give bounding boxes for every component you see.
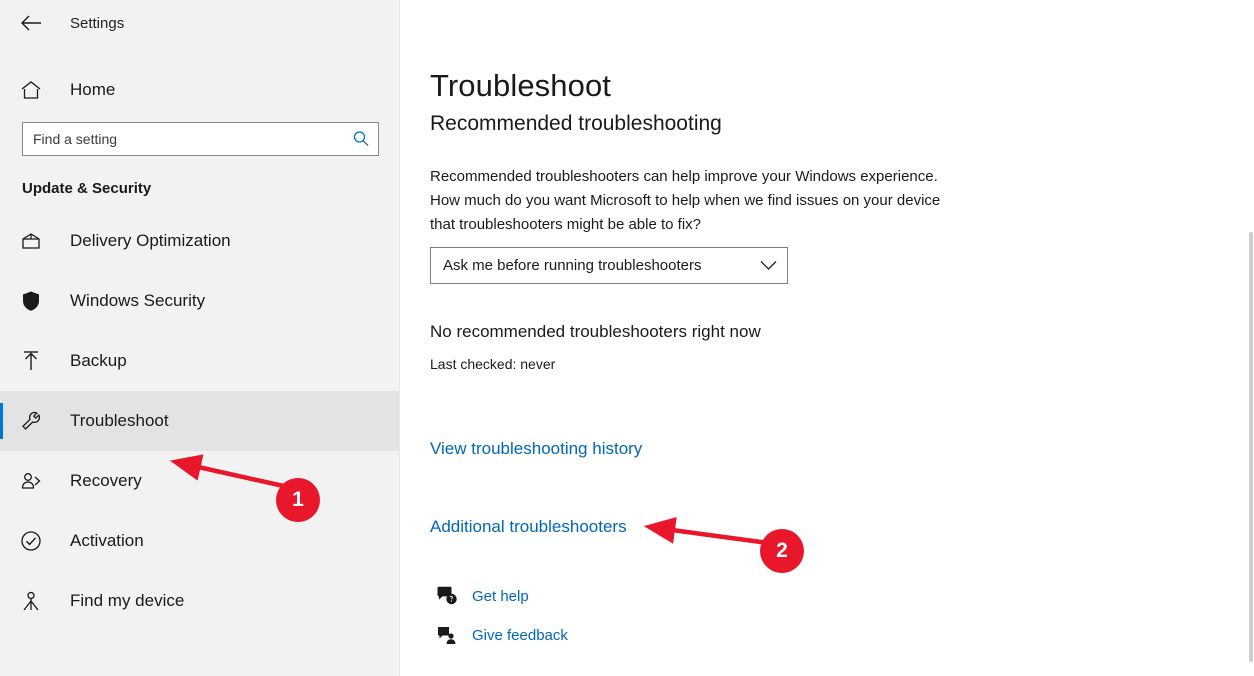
back-arrow-icon[interactable] [14,8,48,38]
content-scrollbar[interactable] [1248,40,1254,676]
sidebar-item-find-my-device[interactable] [0,571,399,631]
annotation-badge-1: 1 [276,478,320,522]
section-description: Recommended troubleshooters can help improve your Windows experience. How much do you want Microsoft to help when we find issues on your device that troubleshooters might be able to fix? [430,168,941,233]
sidebar [0,0,400,676]
additional-troubleshooters-link[interactable]: Additional troubleshooters [430,517,627,536]
main-content [400,0,1254,676]
dropdown-value: Ask me before running troubleshooters [443,257,702,274]
shield-icon [14,286,48,316]
sidebar-nav-list [0,211,399,631]
page-title: Troubleshoot [430,68,611,103]
sidebar-item-label: Recovery [70,471,142,490]
sidebar-item-windows-security[interactable] [0,271,399,331]
sidebar-item-home[interactable] [0,68,399,112]
backup-upload-icon [14,346,48,376]
scrollbar-thumb[interactable] [1249,232,1253,662]
section-title: Recommended troubleshooting [430,112,722,135]
sidebar-item-label: Find my device [70,591,185,610]
recovery-icon [14,466,48,496]
get-help-label: Get help [472,587,529,605]
give-feedback-row[interactable] [430,622,568,648]
sidebar-item-activation[interactable] [0,511,399,571]
home-icon [14,75,48,105]
sidebar-item-backup[interactable] [0,331,399,391]
search-box[interactable] [22,122,379,156]
find-my-device-icon [14,586,48,616]
sidebar-item-troubleshoot[interactable] [0,391,399,451]
check-circle-icon [14,526,48,556]
window-title: Settings [70,14,125,32]
give-feedback-label: Give feedback [472,626,568,644]
status-text: No recommended troubleshooters right now [430,322,761,341]
sidebar-item-label: Activation [70,531,144,550]
search-input[interactable] [23,123,344,155]
sidebar-item-label: Windows Security [70,291,206,310]
get-help-row[interactable] [430,583,529,609]
delivery-optimization-icon [14,226,48,256]
last-checked-text: Last checked: never [430,356,556,372]
annotation-badge-2: 2 [760,529,804,573]
sidebar-item-recovery[interactable] [0,451,399,511]
titlebar-left [0,0,399,46]
sidebar-item-label: Backup [70,351,127,370]
wrench-icon [14,406,48,436]
chat-help-icon [430,583,464,609]
recommended-troubleshooting-dropdown[interactable] [430,247,788,284]
sidebar-item-home-label: Home [70,80,116,99]
feedback-person-icon [430,622,464,648]
sidebar-item-delivery-optimization[interactable] [0,211,399,271]
chevron-down-icon [760,260,777,271]
view-troubleshooting-history-link[interactable]: View troubleshooting history [430,439,643,458]
sidebar-item-label: Delivery Optimization [70,231,231,250]
sidebar-item-label: Troubleshoot [70,411,169,430]
search-icon[interactable] [344,123,378,155]
sidebar-group-title: Update & Security [22,180,152,197]
